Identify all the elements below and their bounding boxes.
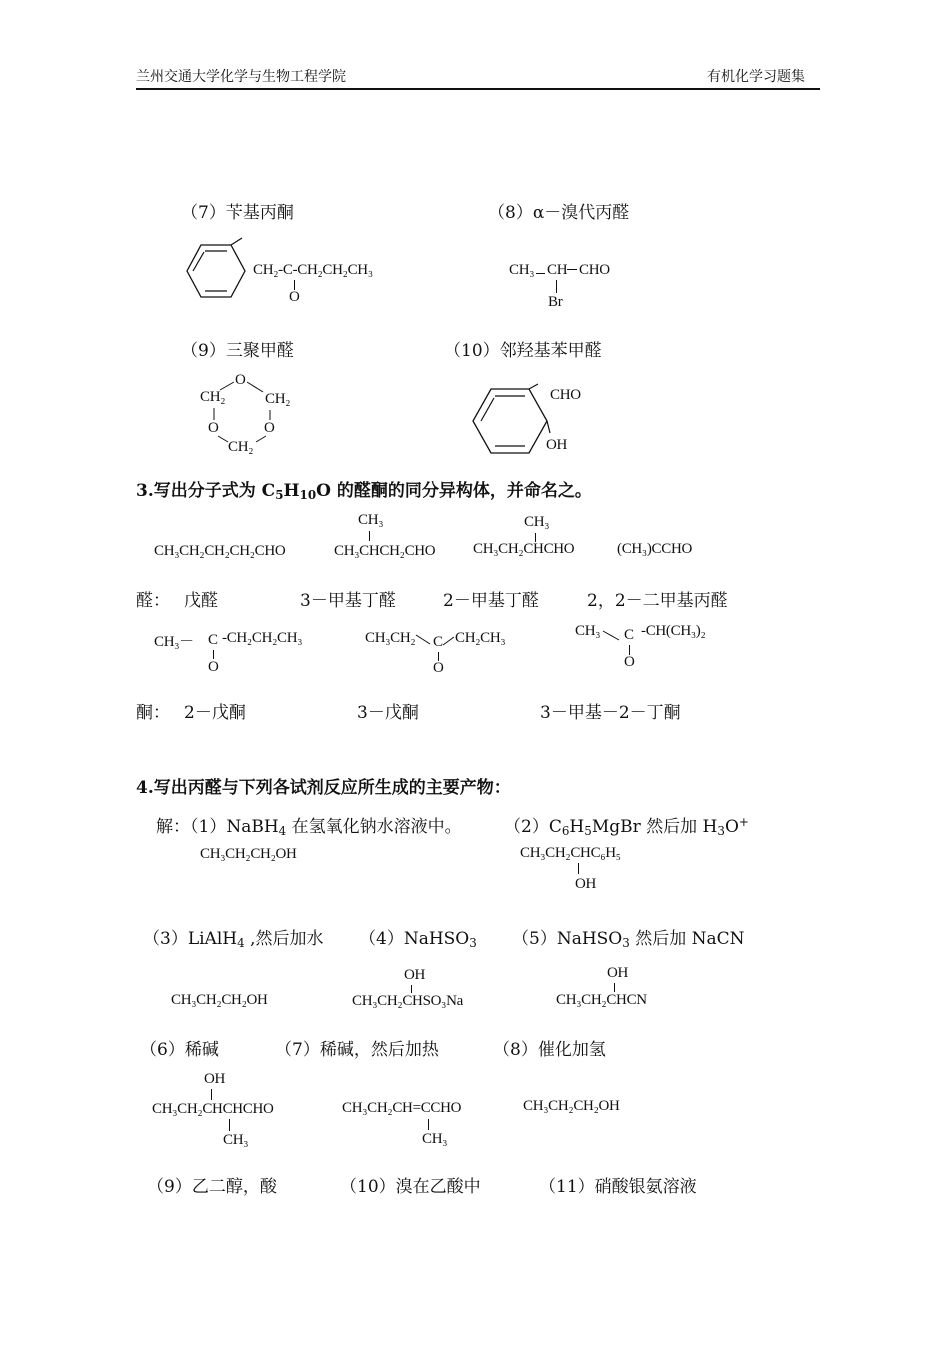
ketone-name-3: 3－甲基－2－丁酮 <box>540 703 681 723</box>
aldehyde-label: 醛： <box>136 591 170 611</box>
aldehyde-3-methyl: CH₃ <box>524 514 550 530</box>
sec3-title: 3.写出分子式为 $C_5H_{10}O$ 的醛酮的同分异构体，并命名之。 <box>136 481 592 502</box>
r6-label: （6）稀碱 <box>140 1040 219 1060</box>
r4-product: CH₃CH₂CHSO₃Na <box>352 993 463 1009</box>
ketone-3-bond-left <box>603 630 621 642</box>
q9-o-left: O <box>208 420 219 436</box>
q7-chain: CH₂-C-CH₂CH₂CH₃ <box>253 262 373 278</box>
ketone-name-1: 2－戊酮 <box>184 703 246 723</box>
r3-label: （3）LiAlH$_4$ ,然后加水 <box>143 929 324 950</box>
q9-o-top: O <box>235 372 246 388</box>
aldehyde-1: CH₃CH₂CH₂CH₂CHO <box>154 543 286 559</box>
aldehyde-name-4: 2，2－二甲基丙醛 <box>587 591 728 611</box>
q8-br: Br <box>548 294 563 310</box>
r6-bond-up <box>211 1089 212 1100</box>
q8-ch3: CH₃ <box>509 262 535 278</box>
r6-bond-down <box>229 1119 230 1131</box>
aldehyde-3: CH₃CH₂CHCHO <box>473 541 575 557</box>
q9-o-right: O <box>264 420 275 436</box>
ketone-1-left: CH₃－ <box>154 634 194 650</box>
aldehyde-2-bond <box>369 531 370 541</box>
ketone-2-right: CH₂CH₃ <box>455 630 506 646</box>
q8-bond-right <box>567 269 577 270</box>
r4-bond <box>411 985 412 993</box>
ketone-1-oxygen: O <box>208 659 219 675</box>
ketone-2-bond-left <box>416 634 432 646</box>
r5-product: CH₃CH₂CHCN <box>556 992 647 1008</box>
trioxane-bonds <box>200 370 300 460</box>
r7-ch3: CH₃ <box>422 1131 448 1147</box>
ketone-3-left: CH₃ <box>575 623 601 639</box>
q7-label: （7）苄基丙酮 <box>181 203 294 223</box>
r6-oh: OH <box>204 1071 226 1087</box>
q8-cho: CHO <box>579 262 610 278</box>
r10-label: （10）溴在乙酸中 <box>340 1177 481 1197</box>
r8-product: CH₃CH₂CH₂OH <box>523 1098 620 1114</box>
r2-product: CH₃CH₂CHC₆H₅ <box>520 845 621 861</box>
sec4-title: 4.写出丙醛与下列各试剂反应所生成的主要产物： <box>136 778 511 798</box>
r1-product: CH₃CH₂CH₂OH <box>200 846 297 862</box>
q8-bond-left <box>536 273 545 274</box>
r2-label: $(2)C_6H_5MgBr$ 然后加 $H_3O^+$ <box>504 815 749 838</box>
r4-label: （4）NaHSO$_3$ <box>359 929 477 950</box>
r6-ch3: CH₃ <box>223 1132 249 1148</box>
r5-oh: OH <box>607 965 629 981</box>
r3-product: CH₃CH₂CH₂OH <box>171 992 268 1008</box>
q8-label: （8）α－溴代丙醛 <box>488 203 630 223</box>
r1-label: 解：（1）NaBH$_4$ 在氢氧化钠水溶液中。 <box>156 817 462 838</box>
ketone-2-oxygen: O <box>433 660 444 676</box>
aldehyde-name-2: 3－甲基丁醛 <box>300 591 396 611</box>
ketone-2-left: CH₃CH₂ <box>365 630 416 646</box>
ketone-3-oxygen: O <box>624 654 635 670</box>
aldehyde-name-1: 戊醛 <box>184 591 218 611</box>
r9-label: （9）乙二醇，酸 <box>147 1177 277 1197</box>
r11-label: （11）硝酸银氨溶液 <box>539 1177 697 1197</box>
q10-label: （10）邻羟基苯甲醛 <box>444 341 602 361</box>
aldehyde-2: CH₃CHCH₂CHO <box>334 543 436 559</box>
q7-oxygen: O <box>289 289 300 305</box>
r5-label: （5）NaHSO$_3$ 然后加 NaCN <box>512 929 745 950</box>
r7-bond <box>428 1119 429 1130</box>
header-rule <box>136 88 820 90</box>
r2-bond <box>578 863 579 874</box>
ketone-2-bond-right <box>443 636 455 646</box>
q8-bond-down <box>556 280 557 293</box>
q9-ch2-right: CH₂ <box>265 391 291 407</box>
r6-product: CH₃CH₂CHCHCHO <box>152 1101 274 1117</box>
ketone-1-right: -CH₂CH₂CH₃ <box>222 630 303 646</box>
aldehyde-name-3: 2－甲基丁醛 <box>443 591 539 611</box>
r5-bond <box>614 983 615 992</box>
r2-oh: OH <box>575 876 597 892</box>
aldehyde-2-methyl: CH₃ <box>358 512 384 528</box>
q9-label: （9）三聚甲醛 <box>181 341 294 361</box>
ketone-1-carbon: C <box>208 632 218 648</box>
ketone-2-carbon: C <box>433 634 443 650</box>
header-right: 有机化学习题集 <box>707 69 805 85</box>
q10-cho: CHO <box>550 387 581 403</box>
r7-label: （7）稀碱，然后加热 <box>275 1040 439 1060</box>
benzene-ring-q10 <box>472 388 548 454</box>
ketone-1-bond <box>213 650 214 659</box>
q10-oh: OH <box>546 437 568 453</box>
q9-ch2-left: CH₂ <box>200 389 226 405</box>
r4-oh: OH <box>404 967 426 983</box>
ketone-3-carbon: C <box>624 627 634 643</box>
r7-product: CH₃CH₂CH=CCHO <box>342 1100 462 1116</box>
ketone-label: 酮： <box>136 703 170 723</box>
ketone-name-2: 3－戊酮 <box>357 703 419 723</box>
aldehyde-4: (CH₃)CCHO <box>617 541 693 557</box>
r8-label: （8）催化加氢 <box>493 1040 606 1060</box>
header-left: 兰州交通大学化学与生物工程学院 <box>136 69 346 85</box>
ketone-3-right: -CH(CH₃)₂ <box>641 623 706 639</box>
q9-ch2-bottom: CH₂ <box>228 439 254 455</box>
benzene-ring-q7 <box>186 244 246 298</box>
q8-ch: CH <box>547 262 568 278</box>
